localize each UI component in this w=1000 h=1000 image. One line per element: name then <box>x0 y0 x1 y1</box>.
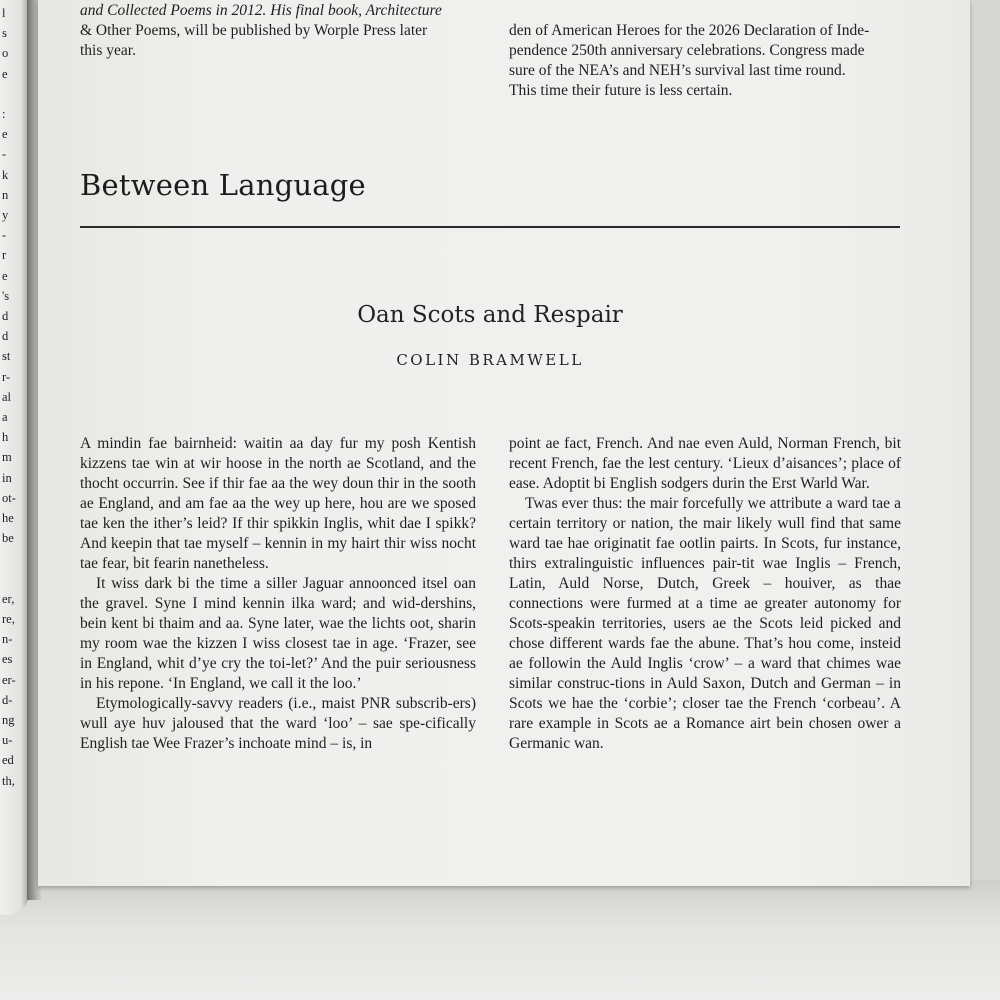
facing-page-fragment: al <box>2 389 12 404</box>
paragraph: It wiss dark bi the time a siller Jaguar annoonced itsel oan the gravel. Syne I mind kennin ilka ward; and wid-dershins, bein kent bi thaim and aa. Syne later, wae the lichts oot, sharin my room wae the kizzen I wiss closest tae in age. ‘Frazer, see in England, whit d’ye cry the toi-let?’ And the puir seriousness in his repone. ‘In England, we call it the loo.’ <box>80 575 476 692</box>
section-title: Between Language <box>80 168 366 202</box>
article-title: Oan Scots and Respair <box>357 302 623 328</box>
article-left-column <box>80 434 476 754</box>
facing-page-fragment: e <box>2 66 8 81</box>
facing-page-fragment: er, <box>2 591 15 606</box>
facing-page-fragment: n- <box>2 632 13 647</box>
facing-page-edge <box>0 0 30 915</box>
facing-page-fragment: ot- <box>2 490 16 505</box>
prev-left-line: & Other Poems, will be published by Worple Press later <box>80 22 428 39</box>
facing-page-fragment: in <box>2 470 12 485</box>
prev-right-line: This time their future is less certain. <box>509 82 733 99</box>
facing-page-fragment: o <box>2 46 9 61</box>
facing-page-fragment: u- <box>2 733 13 748</box>
facing-page-fragment: - <box>2 147 7 162</box>
prev-right-line: sure of the NEA’s and NEH’s survival last time round. <box>509 62 846 79</box>
prev-right-line: pendence 250th anniversary celebrations. Congress made <box>509 42 865 59</box>
facing-page-fragment: y <box>2 208 9 222</box>
facing-page-fragment: he <box>2 511 14 525</box>
facing-page-fragment: h <box>2 430 9 445</box>
facing-page-fragment: m <box>2 450 12 465</box>
facing-page-fragment: : <box>2 107 6 121</box>
desk-surface <box>0 880 1000 1000</box>
facing-page-fragment: a <box>2 410 8 424</box>
paragraph: Twas ever thus: the mair forcefully we attribute a ward tae a certain territory or nation, the mair likely wull find that same ward tae hae originatit fae ootlin pairts. In Scots, fur instance, thirs extralinguistic influences pair-tit wae Inglis – French, Latin, Auld Norse, Dutch, Greek – houiver, as thae connections were furmed at a time ae greater autonomy for Scots-speakin territories, users ae the Scots leid picked and chose different wards fae the abune. That’s hou come, insteid ae followin the Auld Inglis ‘crow’ – a ward that chimes wae similar construc-tions in Auld Saxon, Dutch and German – in Scots we hae the ‘corbie’; closer tae the French ‘corbeau’. A rare example in Scots ae a Romance airt bein chosen ower a Germanic wan. <box>509 495 901 752</box>
facing-page-fragment: l <box>2 6 6 20</box>
article-author: COLIN BRAMWELL <box>396 351 584 369</box>
section-divider <box>80 226 900 228</box>
paragraph: Etymologically-savvy readers (i.e., maist PNR subscrib-ers) wull aye huv jaloused that the ward ‘loo’ – sae spe-cifically English tae Wee Frazer’s inchoate mind – is, in <box>80 695 476 752</box>
facing-page-fragment: n <box>2 187 9 202</box>
facing-page-fragment: d <box>2 329 9 344</box>
facing-page-fragment: e <box>2 268 8 283</box>
facing-page-fragment: 's <box>2 288 10 303</box>
facing-page-fragment: es <box>2 652 13 667</box>
facing-page-fragment: re, <box>2 612 15 626</box>
facing-page-fragment: st <box>2 349 11 364</box>
prev-left-line: this year. <box>80 42 136 59</box>
facing-page-fragment: be <box>2 531 14 546</box>
prev-left-line: and Collected Poems in 2012. His final book, Architecture <box>80 2 442 19</box>
facing-page-fragment: d- <box>2 692 13 707</box>
facing-page-fragment: ed <box>2 753 14 768</box>
article-right-column <box>509 434 901 754</box>
previous-article-left-tail <box>80 1 480 61</box>
paragraph: point ae fact, French. And nae even Auld, Norman French, bit recent French, fae the lest century. ‘Lieux d’aisances’; place of ease. Adoptit bi English sodgers durin the Erst Warld War. <box>509 435 901 492</box>
facing-page-fragment: e <box>2 127 8 142</box>
facing-page-fragment: th, <box>2 773 15 788</box>
facing-page-fragment: k <box>2 167 9 182</box>
facing-page-fragment: r- <box>2 369 11 384</box>
previous-article-right-tail <box>509 21 901 101</box>
prev-right-line: den of American Heroes for the 2026 Declaration of Inde- <box>509 22 870 39</box>
facing-page-fragment: r <box>2 248 7 263</box>
facing-page-fragment: er- <box>2 672 16 687</box>
facing-page-fragment: - <box>2 228 7 243</box>
facing-page-fragment: d <box>2 309 9 323</box>
facing-page-fragment: s <box>2 26 7 41</box>
paragraph: A mindin fae bairnheid: waitin aa day fur my posh Kentish kizzens tae win at wir hoose in the north ae Scotland, and the thocht occurrin. See if thir fae aa the wey doun thir in the sooth ae England, and am fae aa the wey up here, hou are we sposed tae ken the ither’s leid? If thir spikkin Inglis, whit dae I spikk? And keepin that tae myself – kennin in my hairt thir wiss nocht tae fear, bit fearin nanetheless. <box>80 435 476 572</box>
facing-page-fragment: ng <box>2 713 15 727</box>
